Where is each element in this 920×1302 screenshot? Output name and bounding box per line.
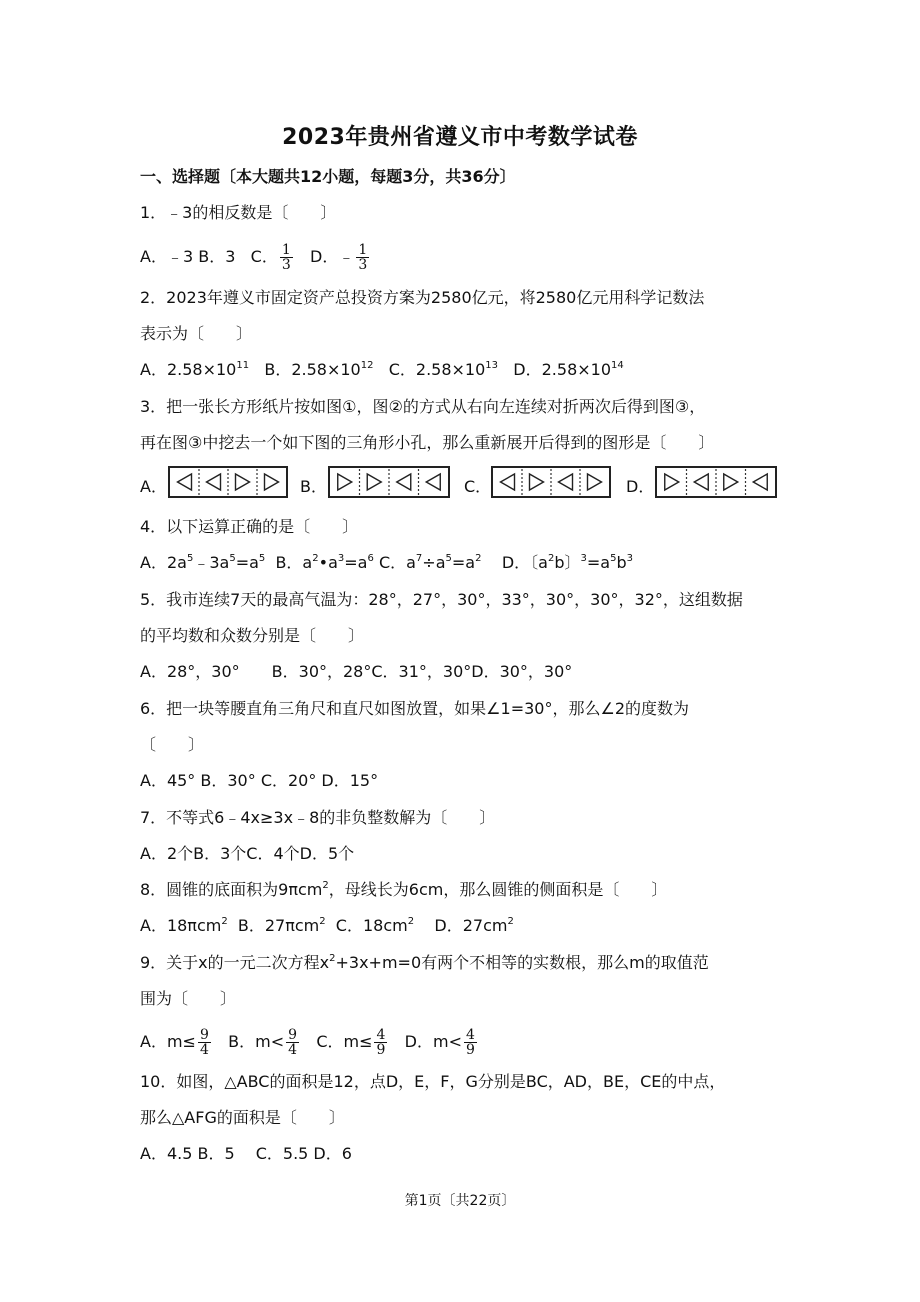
q3-option-a-label: A． (140, 477, 167, 496)
question-3-stem-line2: 再在图③中挖去一个如下图的三角形小孔，那么重新展开后得到的图形是〔 〕 (140, 433, 715, 452)
q3-option-d-label: D． (626, 477, 655, 496)
q1-option-b: B．3 (198, 247, 236, 266)
triangle-hole-left (559, 474, 573, 490)
triangle-hole-left (694, 474, 708, 490)
question-2-stem-line1: 2．2023年遵义市固定资产总投资方案为2580亿元，将2580亿元用科学记数法 (140, 288, 705, 307)
question-8-options (140, 914, 514, 938)
q3-option-a-triangles (170, 468, 286, 496)
question-9-options (140, 1028, 479, 1057)
q2-option-c: C．$2.58\times 10^{13}$ (388, 360, 499, 379)
q2-option-b: B．$2.58\times 10^{12}$ (264, 360, 374, 379)
question-4-options (140, 551, 633, 575)
question-5-options: A．28°，30° B．30°，28°C．31°，30°D．30°，30° (140, 662, 573, 681)
q9-option-b: B．m< $\frac{9}{4}$ (228, 1027, 298, 1058)
question-10-options: A．4.5 B．5 C．5.5 D．6 (140, 1144, 352, 1163)
q1-option-d-sign: ﹣ (338, 247, 355, 266)
triangle-hole-right (665, 474, 679, 490)
triangle-hole-left (397, 474, 411, 490)
question-3-stem-line1: 3．把一张长方形纸片按如图①，图②的方式从右向左连续对折两次后得到图③， (140, 397, 706, 416)
q1-option-c-label: C． (250, 247, 278, 266)
triangle-hole-right (367, 474, 381, 490)
question-6-stem-line1: 6．把一块等腰直角三角尺和直尺如图放置，如果∠1=30°，那么∠2的度数为 (140, 699, 689, 718)
triangle-hole-left (207, 474, 221, 490)
triangle-hole-left (753, 474, 767, 490)
q4-option-b: B．$a^2•a^3=a^6$ (275, 553, 374, 572)
q4-option-c: C．$a^7\div a^5=a^2$ (378, 553, 482, 572)
q2-option-a: A．$2.58\times 10^{11}$ (140, 360, 250, 379)
question-7-options: A．2个B．3个C．4个D．5个 (140, 844, 355, 863)
triangle-hole-left (178, 474, 192, 490)
q1-option-d-label: D． (310, 247, 339, 266)
q3-option-c-label: C． (464, 477, 492, 496)
question-9-stem-line2: 围为〔 〕 (140, 989, 237, 1008)
question-10-stem-line2: 那么△AFG的面积是〔 〕 (140, 1108, 345, 1127)
q3-option-d-figure (655, 466, 777, 498)
question-6-stem-line2: 〔 〕 (140, 735, 205, 754)
question-2-stem-line2: 表示为〔 〕 (140, 324, 253, 343)
triangle-hole-right (724, 474, 738, 490)
question-7-stem: 7．不等式6﹣4x≥3x﹣8的非负整数解为〔 〕 (140, 808, 496, 827)
q1-option-d-fraction: $\frac{1}{3}$ (358, 242, 368, 273)
q9-option-c: C．m≤ $\frac{4}{9}$ (316, 1027, 386, 1058)
triangle-hole-left (501, 474, 515, 490)
question-10-stem-line1: 10．如图，△ABC的面积是12，点D，E，F，G分别是BC，AD，BE，CE的中点， (140, 1072, 726, 1091)
question-1-options (140, 243, 371, 272)
page-footer: 第1页〔共22页〕 (404, 1193, 516, 1209)
q3-option-d-triangles (657, 468, 775, 496)
q3-option-b-label: B． (300, 477, 327, 496)
q3-option-c-triangles (493, 468, 609, 496)
q1-option-c-fraction: $\frac{1}{3}$ (281, 242, 291, 273)
triangle-hole-right (338, 474, 352, 490)
question-5-stem-line1: 5．我市连续7天的最高气温为：28°，27°，30°，33°，30°，30°，32°，这组数据 (140, 590, 743, 609)
page-title: 2023年贵州省遵义市中考数学试卷 (282, 125, 638, 150)
q8-option-c: C．$18cm^2$ (335, 916, 415, 935)
q2-option-d: D．$2.58\times 10^{14}$ (513, 360, 624, 379)
question-9-stem-line1: 9．关于x的一元二次方程$x^2+3x+m=0$有两个不相等的实数根，那么m的取值范 (140, 953, 709, 972)
q3-option-b-figure (328, 466, 450, 498)
q3-option-b-triangles (330, 468, 448, 496)
q8-option-d: D．$27cm^2$ (434, 916, 514, 935)
q9-option-a: A．m≤ $\frac{9}{4}$ (140, 1027, 209, 1058)
question-8-stem: 8．圆锥的底面积为9πcm$^2$，母线长为6cm，那么圆锥的侧面积是〔 〕 (140, 880, 668, 899)
triangle-hole-right (530, 474, 544, 490)
question-1-stem: 1．﹣3的相反数是〔 〕 (140, 203, 337, 222)
triangle-hole-right (265, 474, 279, 490)
q8-option-b: B．27πcm$^2$ (237, 916, 326, 935)
triangle-hole-left (426, 474, 440, 490)
triangle-hole-right (588, 474, 602, 490)
q3-option-c-figure (491, 466, 611, 498)
section-heading: 一、选择题〔本大题共12小题，每题3分，共36分〕 (140, 167, 516, 186)
question-2-options (140, 358, 624, 382)
q3-option-a-figure (168, 466, 288, 498)
question-5-stem-line2: 的平均数和众数分别是〔 〕 (140, 626, 365, 645)
q1-option-a: A．﹣3 (140, 247, 194, 266)
question-4-stem: 4．以下运算正确的是〔 〕 (140, 517, 359, 536)
q9-option-d: D．m< $\frac{4}{9}$ (404, 1027, 475, 1058)
q4-option-a: A．$2a^5﹣3a^5=a^5$ (140, 553, 266, 572)
question-6-options: A．45° B．30° C．20° D．15° (140, 771, 379, 790)
q4-option-d: D．〔$a^2b$〕$^3=a^5b^3$ (501, 553, 634, 572)
triangle-hole-right (236, 474, 250, 490)
q8-option-a: A．18πcm$^2$ (140, 916, 228, 935)
